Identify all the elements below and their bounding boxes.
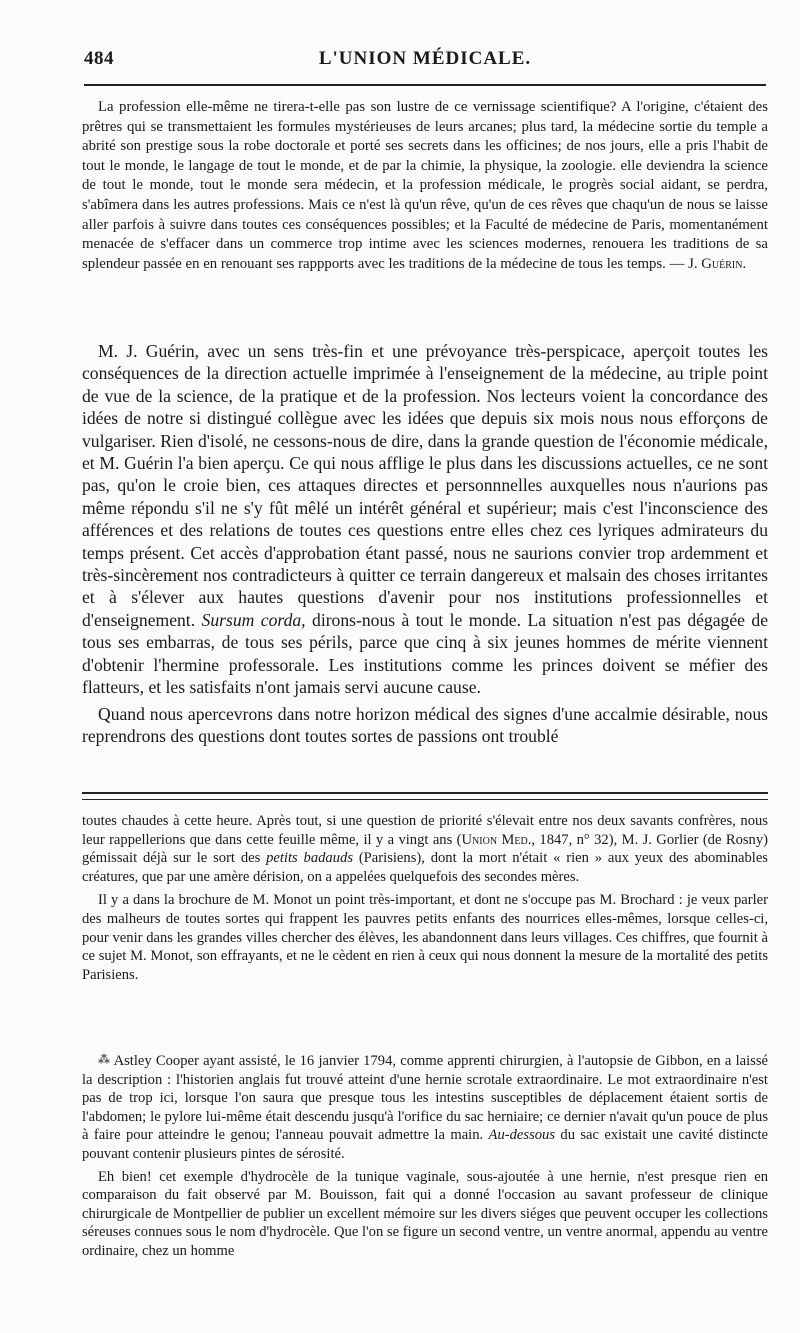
header-rule (84, 84, 766, 86)
continued-note (82, 812, 768, 984)
note-text-1b: , 1847, n° 32), M. J. Gorlier (de Rosny) gémissait déjà sur le sort des (82, 831, 768, 867)
note-text-1a: toutes chaudes à cette heure. Après tout, si une question de priorité s'élevait entre nos deux savants confrères, nous leur rappellerions que dans cette feuille même, il y a vingt ans ( (82, 813, 768, 848)
section-divider (82, 792, 768, 800)
main-text-2: Quand nous apercevrons dans notre horizon médical des signes d'une accalmie désirable, nous reprendrons des questions dont toutes sortes de passions ont troublé (82, 703, 768, 746)
misc-text-1a: Astley Cooper ayant assisté, le 16 janvier 1794, comme apprenti chirurgien, à l'autopsie de Gibbon, en a laissé la description : l'historien anglais fut trouvé atteint d'une hernie scrotale extraordinaire. Le mot extraordinaire n'est pas de trop ici, lorsque l'on saura que presque tous les intestins susceptibles de déplacement étaient sortis de l'abdomen; le pylore lui-même était descendu jusqu'à l'orifice du sac herniaire; ce dernier n'avait qu'un pouce de plus à faire pour atteindre le genou; l'anneau pouvait admettre la main. (82, 1053, 769, 1144)
quote-signature: J. Guérin. (688, 255, 747, 272)
main-text-1: M. J. Guérin, avec un sens très-fin et une prévoyance très-perspicace, aperçoit toutes les conséquences de la direction actuelle imprimée à l'enseignement de la médecine, au triple point de vue de la science, de la pratique et de la profession. Nos lecteurs voient la concordance des idées de notre si distingué collègue avec les idées que depuis six mois nous nous efforçons de vulgariser. Rien d'isolé, ne cessons-nous de dire, dans la grande question de l'économie médicale, et M. Guérin l'a bien aperçu. Ce qui nous afflige le plus dans les discussions actuelles, ce ne sont pas, qu'on le croie bien, ces attaques directes et personnnelles auxquelles nous n'aurions pas même répondu s'il ne s'y fût mêlé un intérêt général et supérieur; mais c'est l'inconscience des afférences et des relations de toutes ces questions entre elles chez ces lyriques admirateurs du temps présent. Cet accès d'approbation étant passé, nous ne saurions convier trop ardemment et très-sincèrement nos contradicteurs à quitter ce terrain dangereux et malsain des choses irritantes et à s'élever aux hautes questions d'avenir pour nos institutions professionnelles et d'enseignement. (82, 341, 768, 630)
note-paragraph-2 (82, 891, 768, 984)
running-title: L'UNION MÉDICALE. (318, 48, 532, 69)
main-text-1-end: dirons-nous à tout le monde. La situation n'est pas dégagée de tous ses embarras, de tous ses périls, parce que cinq à six jeunes hommes de mérite viennent d'obtenir l'hermine professorale. Les institutions comme les princes doivent se méfier des flatteurs, et les satisfaits n'ont jamais servi aucune cause. (82, 609, 769, 698)
page-number: 484 (84, 48, 114, 69)
misc-text-2: Eh bien! cet exemple d'hydrocèle de la tunique vaginale, sous-ajoutée à une hernie, n'est presque rien en comparaison du fait observé par M. Bouisson, fait qui a donné l'occasion au savant professeur de clinique chirurgicale de Montpellier de publier un excellent mémoire sur les divers siéges que peuvent occuper les collections séreuses connues sous le nom d'hydrocèle. Que l'on se figure un second ventre, un ventre anormal, appendu au ventre ordinaire, chez un homme (82, 1168, 768, 1259)
note-text-1c: (Parisiens), dont la mort n'était « rien » aux yeux des abominables créatures, que par une amère dérision, on a appelées quelquefois des secondes mères. (82, 850, 768, 885)
journal-reference: Union Med. (461, 831, 532, 848)
quoted-paragraph (82, 98, 768, 274)
misc-paragraph-2 (82, 1168, 768, 1261)
italic-phrase: petits badauds (266, 850, 353, 867)
latin-phrase: Sursum corda, (201, 609, 306, 630)
main-article (82, 340, 768, 747)
note-text-2: Il y a dans la brochure de M. Monot un point très-important, et dont ne s'occupe pas M. Brochard : je veux parler des malheurs de toutes sortes qui frappent les pauvres petits enfants des nourrices elles-mêmes, lorsque celles-ci, pour venir dans les grandes villes chercher des élèves, les abandonnent dans leurs villages. Ces chiffres, que fournit à ce sujet M. Monot, son effrayants, et ne le cèdent en rien à ceux qui nous donnent la mesure de la mortalité des petits Parisiens. (82, 892, 768, 983)
misc-paragraph-1 (82, 1050, 768, 1164)
main-paragraph-2 (82, 703, 768, 748)
page-header (84, 48, 766, 74)
quoted-text: La profession elle-même ne tirera-t-elle pas son lustre de ce vernissage scientifique? A l'origine, c'étaient des prêtres qui se transmettaient les formules mystérieuses de leurs arcanes; plus tard, la médecine sortie du temple a abrité son prestige sous la robe doctorale et porté ses secrets dans les officines; de nos jours, elle a pris l'habit de tout le monde, le langage de tout le monde, et de par la chimie, la physique, la zoologie. elle deviendra la science de tout le monde, tout le monde sera médecin, et la profession médicale, le progrès social aidant, se perdra, s'abîmera dans les autres professions. Mais ce n'est là qu'un rêve, qu'un de ces rêves que chaqu'un de nous se laisse aller parfois à suivre dans toutes ces conséquences possibles; et la Faculté de médecine de Paris, momentanément menacée de s'effacer dans un commerce trop intime avec les sciences modernes, renouera les traditions de sa splendeur passée en en renouant ses rappports avec les traditions de la médecine de tous les temps. — (82, 99, 768, 272)
misc-text-1b: du sac existait une cavité distincte pouvant contenir plusieurs pintes de sérosité. (82, 1127, 768, 1162)
main-paragraph-1 (82, 340, 768, 699)
italic-word: Au-dessous (488, 1127, 556, 1144)
note-paragraph-1 (82, 812, 768, 886)
miscellany-section (82, 1050, 768, 1261)
asterism-icon: ⁂ (98, 1052, 110, 1066)
quoted-passage (82, 98, 768, 274)
